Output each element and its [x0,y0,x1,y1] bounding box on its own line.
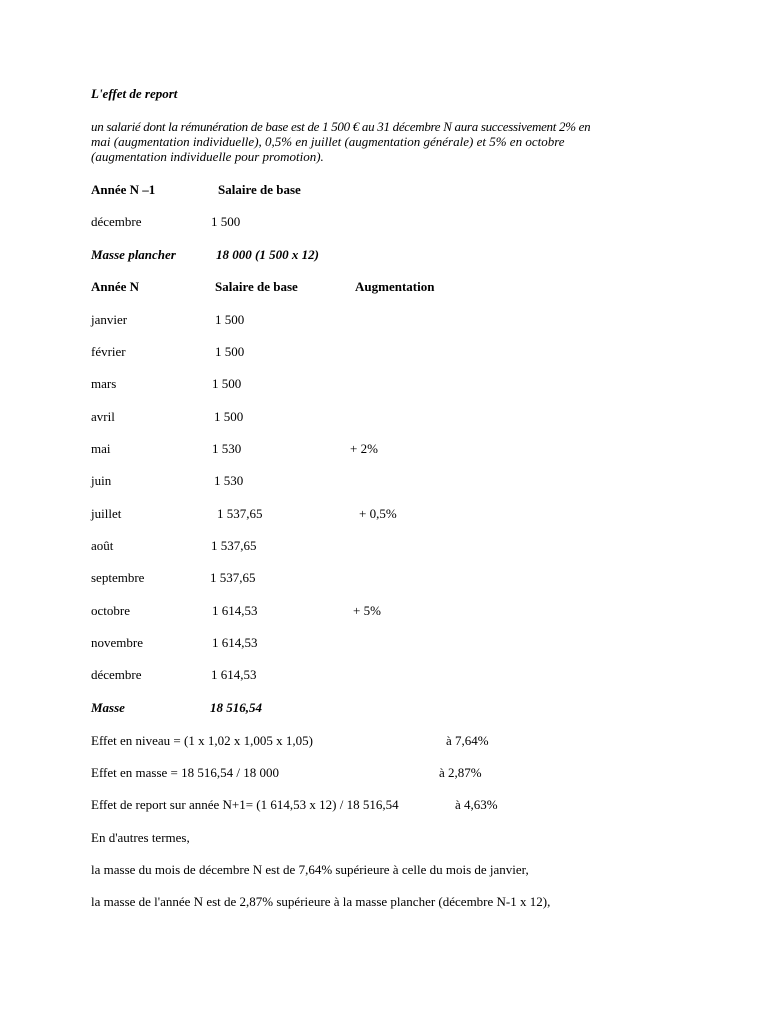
effect-formula: Effet en niveau = (1 x 1,02 x 1,005 x 1,05) [91,733,313,748]
year-prev-month: décembre [91,214,142,229]
salary-cell: 1 537,65 [211,538,257,553]
salary-cell: 1 537,65 [210,570,256,585]
month-cell: septembre [91,570,145,585]
month-cell: février [91,344,126,359]
conclusion-line: En d'autres termes, [91,830,190,845]
year-prev-salary-header: Salaire de base [218,182,301,197]
month-cell: avril [91,409,115,424]
month-cell: juillet [91,506,122,521]
salary-cell: 1 530 [214,473,244,488]
document-title: L'effet de report [91,86,178,101]
increase-cell: + 5% [353,603,381,618]
intro-line: un salarié dont la rémunération de base est de 1 500 € au 31 décembre N aura successivement 2% en [91,119,591,134]
salary-cell: 1 500 [212,376,242,391]
effect-result: à 7,64% [446,733,489,748]
effect-result: à 4,63% [455,797,498,812]
salary-cell: 1 537,65 [217,506,263,521]
month-cell: octobre [91,603,130,618]
effect-result: à 2,87% [439,765,482,780]
year-n-header: Année N [91,279,140,294]
salary-cell: 1 500 [215,344,245,359]
month-cell: mai [91,441,111,456]
effect-formula: Effet de report sur année N+1= (1 614,53 x 12) / 18 516,54 [91,797,399,812]
month-cell: août [91,538,114,553]
conclusion-line: la masse du mois de décembre N est de 7,64% supérieure à celle du mois de janvier, [91,862,529,877]
salary-cell: 1 530 [212,441,242,456]
intro-line: mai (augmentation individuelle), 0,5% en juillet (augmentation générale) et 5% en octobre [91,134,565,149]
salary-cell: 1 614,53 [212,603,258,618]
effect-formula: Effet en masse = 18 516,54 / 18 000 [91,765,279,780]
month-cell: mars [91,376,117,391]
year-prev-header: Année N –1 [91,182,156,197]
conclusion-line: la masse de l'année N est de 2,87% supérieure à la masse plancher (décembre N-1 x 12), [91,894,551,909]
salary-cell: 1 500 [215,312,245,327]
salary-cell: 1 614,53 [211,667,257,682]
salary-cell: 1 614,53 [212,635,258,650]
month-cell: juin [91,473,112,488]
masse-plancher-value: 18 000 (1 500 x 12) [216,247,319,262]
masse-label: Masse [91,700,125,715]
year-n-increase-header: Augmentation [355,279,435,294]
masse-value: 18 516,54 [210,700,262,715]
increase-cell: + 0,5% [359,506,397,521]
intro-line: (augmentation individuelle pour promotion). [91,149,324,164]
month-cell: janvier [91,312,128,327]
salary-cell: 1 500 [214,409,244,424]
masse-plancher-label: Masse plancher [91,247,176,262]
increase-cell: + 2% [350,441,378,456]
year-n-salary-header: Salaire de base [215,279,298,294]
month-cell: novembre [91,635,143,650]
year-prev-salary: 1 500 [211,214,241,229]
month-cell: décembre [91,667,142,682]
